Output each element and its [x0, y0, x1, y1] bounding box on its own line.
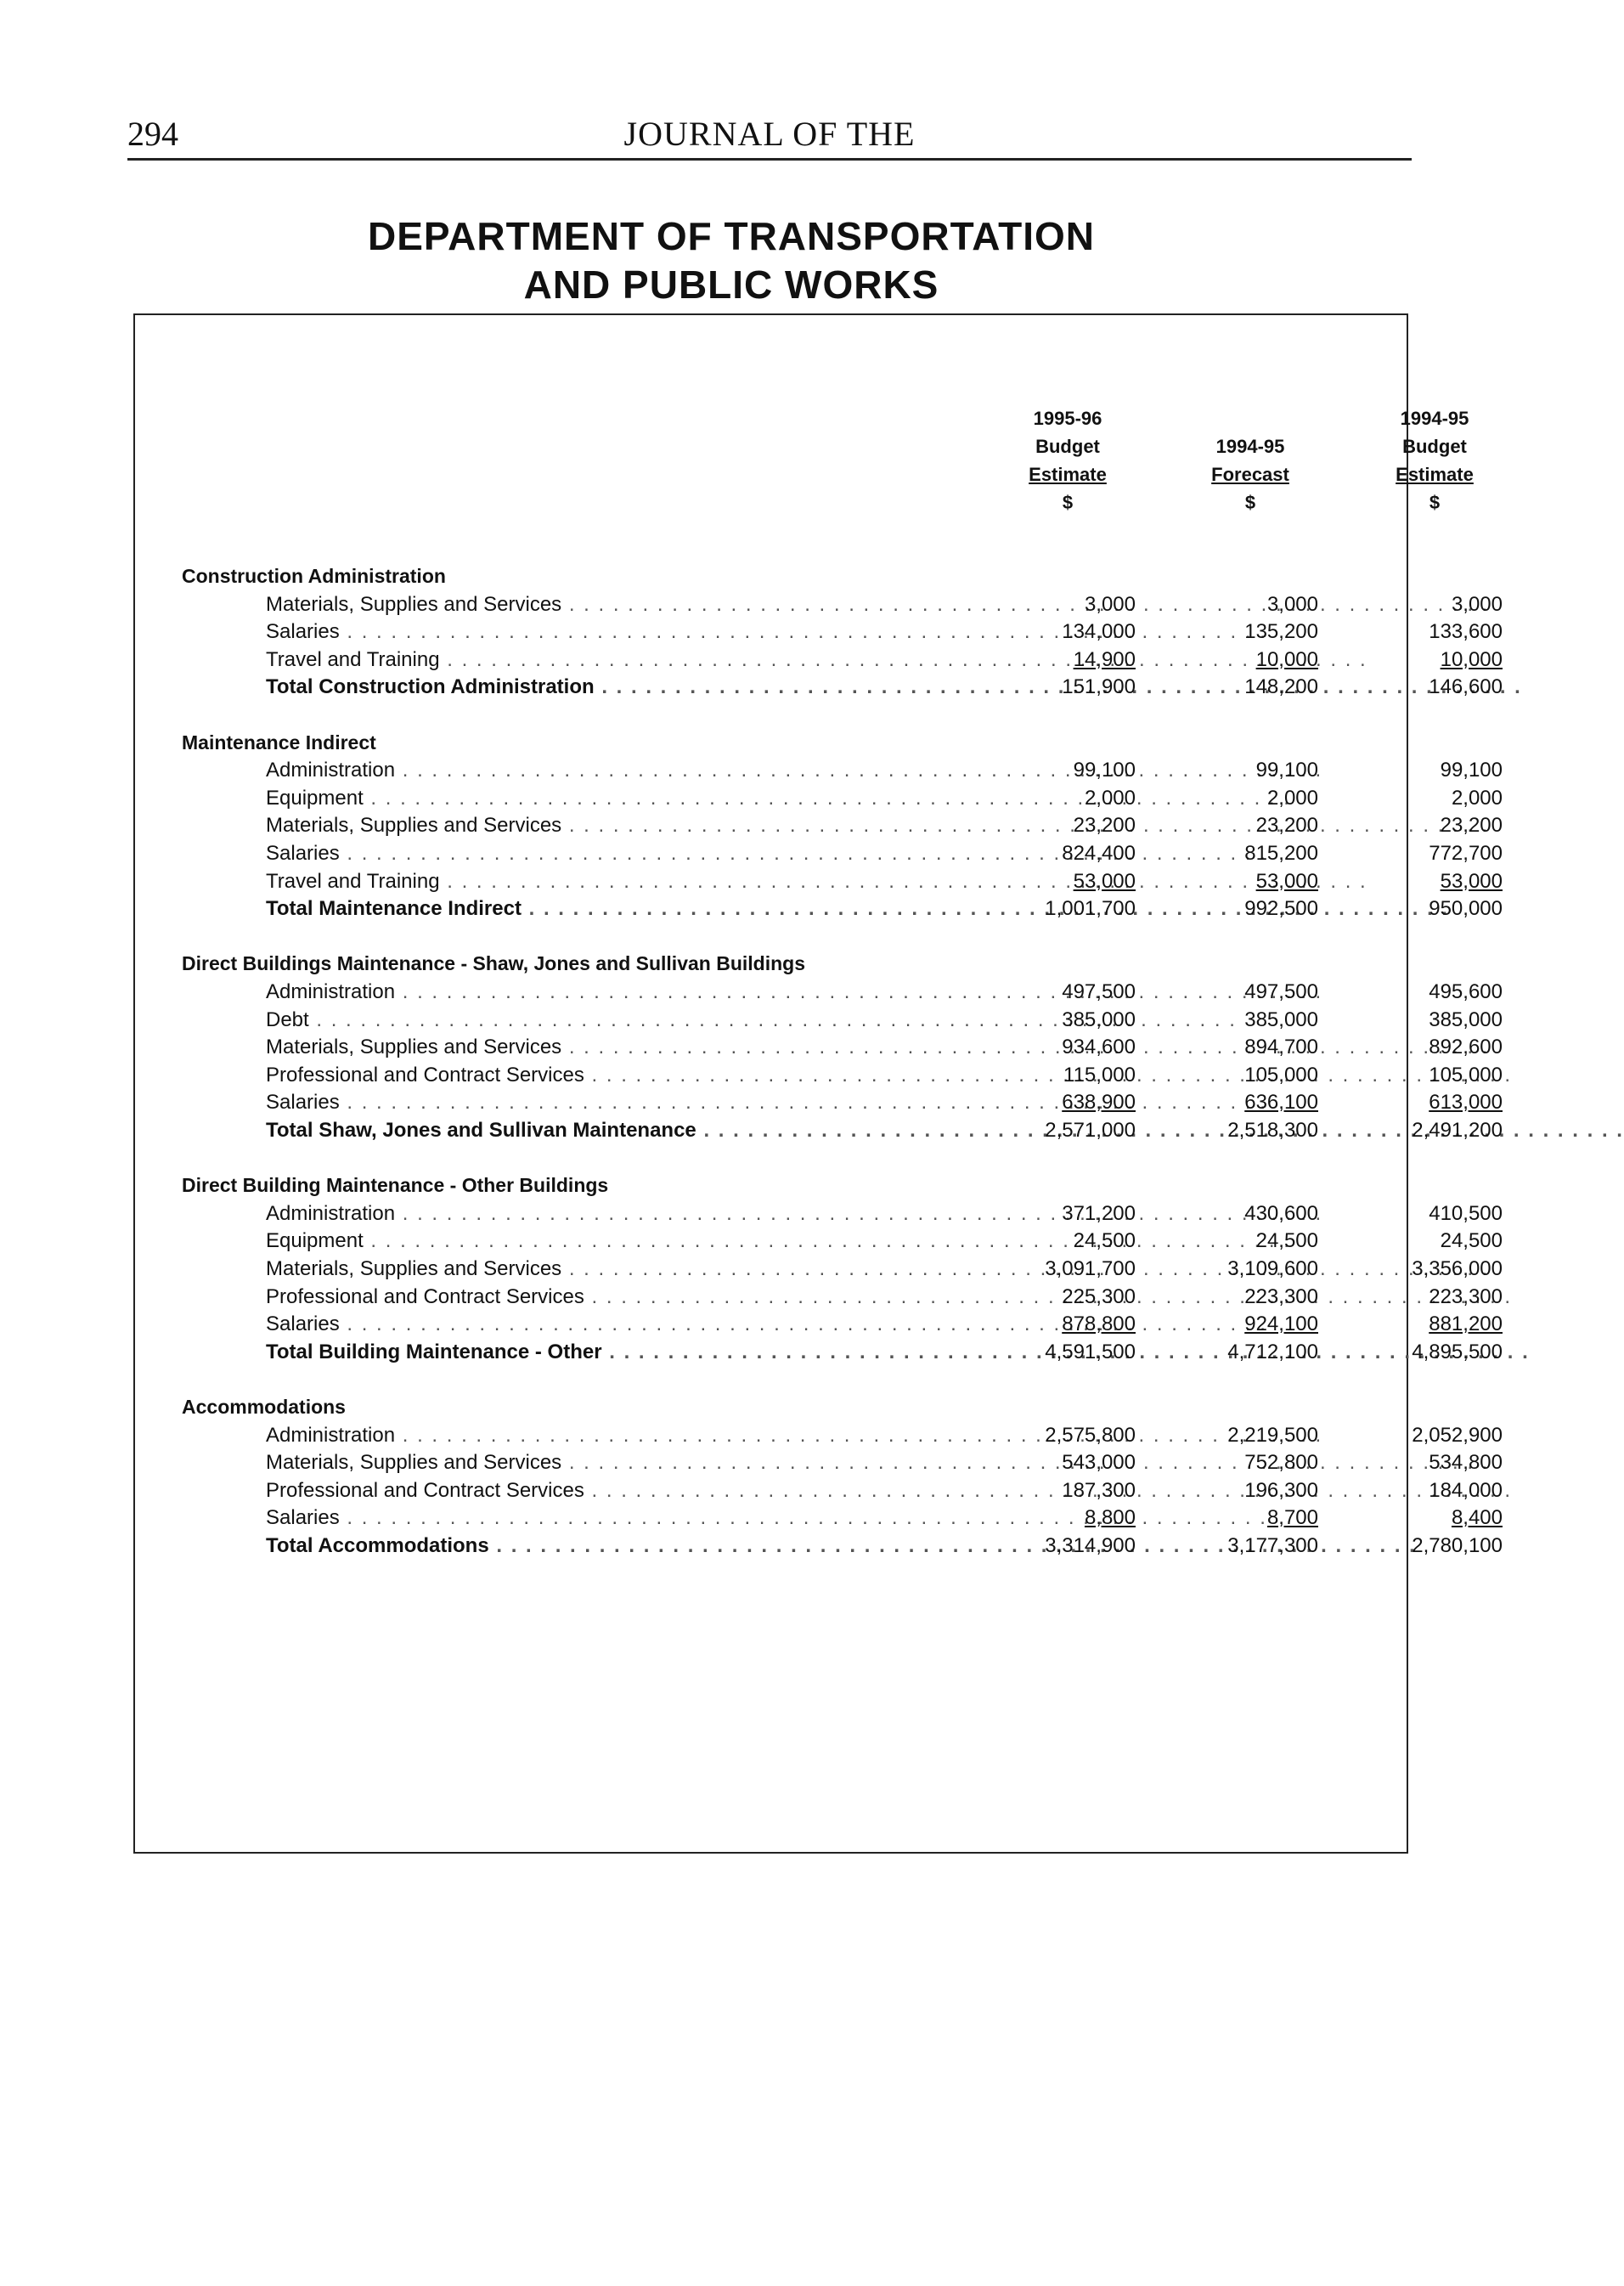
value-text: 2,052,900	[1412, 1423, 1503, 1447]
department-title	[0, 212, 1463, 309]
row-value-col-3	[1367, 1448, 1503, 1476]
value-text: 53,000	[1073, 869, 1136, 893]
row-value-col-1	[1000, 673, 1136, 701]
row-label: Salaries . . .	[266, 1504, 950, 1532]
section-heading	[135, 729, 1410, 757]
row-label: Salaries . . .	[266, 1088, 950, 1116]
table-row	[135, 1476, 1503, 1504]
value-text: 497,500	[1244, 980, 1318, 1003]
value-text: 135,200	[1244, 620, 1318, 644]
row-value-col-1	[1000, 1061, 1136, 1089]
value-text: 4,591,500	[1045, 1340, 1136, 1363]
row-value-col-2	[1182, 839, 1318, 867]
value-text: 2,571,000	[1045, 1119, 1136, 1142]
row-value-col-1	[1000, 1199, 1136, 1228]
value-text: 115,000	[1063, 1063, 1136, 1087]
table-row	[135, 1061, 1503, 1089]
section-title: Accommodations	[182, 1396, 346, 1418]
row-value-col-3	[1367, 1532, 1503, 1560]
row-label: Professional and Contract Services . . .	[266, 1283, 950, 1311]
value-text: 2,491,200	[1412, 1119, 1503, 1142]
row-value-col-1	[1000, 867, 1136, 895]
header-rule	[127, 158, 1412, 161]
value-text: 881,200	[1429, 1312, 1503, 1336]
row-value-col-3	[1367, 618, 1503, 646]
row-value-col-3	[1367, 1310, 1503, 1338]
row-value-col-2	[1182, 811, 1318, 839]
value-text: 196,300	[1244, 1478, 1318, 1502]
value-text: 385,000	[1429, 1008, 1503, 1031]
total-row	[135, 895, 1503, 923]
table-row	[135, 1283, 1503, 1311]
value-text: 24,500	[1073, 1229, 1136, 1253]
value-text: 133,600	[1429, 620, 1503, 644]
row-value-col-2	[1182, 1199, 1318, 1228]
row-value-col-2	[1182, 1255, 1318, 1283]
row-label: Salaries . . .	[266, 618, 950, 646]
value-text: 10,000	[1440, 647, 1503, 671]
row-value-col-2	[1182, 1227, 1318, 1255]
row-value-col-1	[1000, 978, 1136, 1006]
value-text: 638,900	[1062, 1091, 1136, 1115]
value-text: 1,001,700	[1045, 897, 1136, 921]
value-text: 3,000	[1451, 592, 1503, 616]
column-header-1995-96-estimate: 1995-96 Budget Estimate $	[1029, 408, 1107, 513]
row-value-col-3	[1367, 1338, 1503, 1366]
row-value-col-3	[1367, 673, 1503, 701]
row-label: Debt . . .	[266, 1006, 950, 1034]
row-value-col-1	[1000, 1448, 1136, 1476]
row-label: Administration . . .	[266, 756, 950, 784]
section-heading	[135, 950, 1410, 978]
row-label: Salaries . . .	[266, 839, 950, 867]
row-value-col-2	[1182, 1061, 1318, 1089]
value-text: 824,400	[1062, 842, 1136, 865]
value-text: 148,200	[1244, 675, 1318, 699]
column-header-1994-95-estimate: 1994-95 Budget Estimate $	[1396, 408, 1474, 513]
row-value-col-1	[1000, 811, 1136, 839]
row-label: Materials, Supplies and Services . . .	[266, 1448, 950, 1476]
row-label: Travel and Training . . .	[266, 646, 950, 674]
row-value-col-1	[1000, 1532, 1136, 1560]
row-value-col-1	[1000, 1006, 1136, 1034]
row-label: Total Construction Administration . . .	[266, 673, 950, 701]
table-row	[135, 1199, 1503, 1228]
table-row	[135, 1006, 1503, 1034]
value-text: 23,200	[1440, 814, 1503, 838]
row-value-col-3	[1367, 1421, 1503, 1449]
row-label: Total Maintenance Indirect . . .	[266, 895, 950, 923]
row-value-col-1	[1000, 1088, 1136, 1116]
section-heading	[135, 1393, 1410, 1421]
section-heading	[135, 1171, 1410, 1199]
row-label: Equipment . . .	[266, 784, 950, 812]
row-value-col-2	[1182, 895, 1318, 923]
row-value-col-1	[1000, 1504, 1136, 1532]
total-row	[135, 1338, 1503, 1366]
row-value-col-2	[1182, 1476, 1318, 1504]
value-text: 3,091,700	[1045, 1257, 1136, 1280]
value-text: 3,000	[1266, 592, 1318, 616]
table-row	[135, 1504, 1503, 1532]
table-row	[135, 1033, 1503, 1061]
row-value-col-3	[1367, 1088, 1503, 1116]
row-value-col-2	[1182, 1421, 1318, 1449]
table-row	[135, 811, 1503, 839]
value-text: 184,000	[1429, 1478, 1503, 1502]
value-text: 892,600	[1429, 1036, 1503, 1059]
value-text: 105,000	[1244, 1063, 1318, 1087]
row-value-col-2	[1182, 673, 1318, 701]
value-text: 151,900	[1062, 675, 1136, 699]
row-value-col-2	[1182, 1006, 1318, 1034]
value-text: 225,300	[1062, 1284, 1136, 1308]
row-value-col-3	[1367, 895, 1503, 923]
value-text: 187,300	[1062, 1478, 1136, 1502]
row-value-col-1	[1000, 618, 1136, 646]
table-row	[135, 1421, 1503, 1449]
row-value-col-3	[1367, 867, 1503, 895]
row-value-col-2	[1182, 1504, 1318, 1532]
row-value-col-1	[1000, 590, 1136, 618]
row-value-col-3	[1367, 1283, 1503, 1311]
journal-title: JOURNAL OF THE	[623, 115, 916, 153]
value-text: 146,600	[1429, 675, 1503, 699]
value-text: 8,800	[1084, 1506, 1136, 1530]
section-title: Direct Building Maintenance - Other Buildings	[182, 1174, 609, 1197]
row-value-col-1	[1000, 756, 1136, 784]
row-value-col-2	[1182, 978, 1318, 1006]
row-value-col-2	[1182, 1310, 1318, 1338]
page-number: 294	[127, 115, 178, 153]
row-value-col-1	[1000, 784, 1136, 812]
value-text: 543,000	[1062, 1451, 1136, 1475]
table-row	[135, 590, 1503, 618]
value-text: 894,700	[1244, 1036, 1318, 1059]
row-value-col-2	[1182, 867, 1318, 895]
row-value-col-3	[1367, 1061, 1503, 1089]
value-text: 24,500	[1255, 1229, 1318, 1253]
row-label: Total Building Maintenance - Other . . .	[266, 1338, 950, 1366]
row-value-col-2	[1182, 1532, 1318, 1560]
table-row	[135, 756, 1503, 784]
value-text: 3,177,300	[1227, 1534, 1318, 1557]
value-text: 534,800	[1429, 1451, 1503, 1475]
value-text: 53,000	[1440, 869, 1503, 893]
value-text: 8,700	[1266, 1506, 1318, 1530]
row-value-col-3	[1367, 1006, 1503, 1034]
row-label: Professional and Contract Services . . .	[266, 1476, 950, 1504]
table-row	[135, 1448, 1503, 1476]
table-row	[135, 839, 1503, 867]
row-value-col-1	[1000, 1033, 1136, 1061]
total-row	[135, 1116, 1503, 1144]
total-row	[135, 1532, 1503, 1560]
value-text: 223,300	[1244, 1284, 1318, 1308]
row-value-col-2	[1182, 1088, 1318, 1116]
row-label: Equipment . . .	[266, 1227, 950, 1255]
value-text: 99,100	[1255, 759, 1318, 782]
value-text: 99,100	[1073, 759, 1136, 782]
row-value-col-1	[1000, 646, 1136, 674]
value-text: 10,000	[1255, 647, 1318, 671]
row-value-col-2	[1182, 646, 1318, 674]
row-value-col-2	[1182, 1448, 1318, 1476]
row-label: Salaries . . .	[266, 1310, 950, 1338]
row-value-col-1	[1000, 839, 1136, 867]
value-text: 934,600	[1062, 1036, 1136, 1059]
value-text: 105,000	[1429, 1063, 1503, 1087]
value-text: 223,300	[1429, 1284, 1503, 1308]
row-value-col-1	[1000, 1255, 1136, 1283]
value-text: 495,600	[1429, 980, 1503, 1003]
total-row	[135, 673, 1503, 701]
value-text: 772,700	[1429, 842, 1503, 865]
table-row	[135, 978, 1503, 1006]
row-value-col-2	[1182, 784, 1318, 812]
row-value-col-3	[1367, 1199, 1503, 1228]
row-value-col-1	[1000, 1476, 1136, 1504]
value-text: 613,000	[1429, 1091, 1503, 1115]
value-text: 924,100	[1244, 1312, 1318, 1336]
row-label: Professional and Contract Services . . .	[266, 1061, 950, 1089]
value-text: 99,100	[1440, 759, 1503, 782]
value-text: 950,000	[1429, 897, 1503, 921]
value-text: 3,109,600	[1227, 1257, 1318, 1280]
row-value-col-3	[1367, 756, 1503, 784]
column-header-1994-95-forecast: 1994-95 Forecast $	[1211, 436, 1289, 513]
row-value-col-3	[1367, 1255, 1503, 1283]
value-text: 385,000	[1062, 1008, 1136, 1031]
row-value-col-2	[1182, 1116, 1318, 1144]
table-row	[135, 867, 1503, 895]
value-text: 2,000	[1084, 786, 1136, 810]
value-text: 2,518,300	[1227, 1119, 1318, 1142]
row-value-col-3	[1367, 839, 1503, 867]
row-value-col-2	[1182, 1033, 1318, 1061]
value-text: 371,200	[1062, 1201, 1136, 1225]
budget-table	[133, 313, 1503, 1854]
row-value-col-3	[1367, 1116, 1503, 1144]
row-label: Materials, Supplies and Services . . .	[266, 590, 950, 618]
row-value-col-1	[1000, 1283, 1136, 1311]
value-text: 23,200	[1255, 814, 1318, 838]
value-text: 23,200	[1073, 814, 1136, 838]
value-text: 752,800	[1244, 1451, 1318, 1475]
value-text: 992,500	[1244, 897, 1318, 921]
row-value-col-2	[1182, 756, 1318, 784]
table-row	[135, 1310, 1503, 1338]
table-row	[135, 1255, 1503, 1283]
table-row	[135, 1227, 1503, 1255]
value-text: 2,780,100	[1412, 1534, 1503, 1557]
value-text: 3,314,900	[1045, 1534, 1136, 1557]
row-label: Administration . . .	[266, 1199, 950, 1228]
row-label: Materials, Supplies and Services . . .	[266, 811, 950, 839]
value-text: 134,000	[1062, 620, 1136, 644]
row-value-col-1	[1000, 1338, 1136, 1366]
row-value-col-3	[1367, 1033, 1503, 1061]
row-value-col-3	[1367, 978, 1503, 1006]
value-text: 410,500	[1429, 1201, 1503, 1225]
row-label: Administration . . .	[266, 978, 950, 1006]
value-text: 2,575,800	[1045, 1423, 1136, 1447]
row-label: Total Shaw, Jones and Sullivan Maintenance . . .	[266, 1116, 950, 1144]
table-row	[135, 784, 1503, 812]
row-value-col-2	[1182, 1283, 1318, 1311]
value-text: 4,895,500	[1412, 1340, 1503, 1363]
value-text: 2,000	[1451, 786, 1503, 810]
section-heading	[135, 562, 1410, 590]
value-text: 24,500	[1440, 1229, 1503, 1253]
section-title: Construction Administration	[182, 565, 446, 587]
value-text: 14,900	[1073, 647, 1136, 671]
value-text: 3,356,000	[1412, 1257, 1503, 1280]
value-text: 53,000	[1255, 869, 1318, 893]
row-value-col-3	[1367, 590, 1503, 618]
running-head	[127, 114, 1412, 158]
row-label: Total Accommodations . . .	[266, 1532, 950, 1560]
row-label: Materials, Supplies and Services . . .	[266, 1033, 950, 1061]
table-row	[135, 1088, 1503, 1116]
row-value-col-3	[1367, 784, 1503, 812]
section-title: Direct Buildings Maintenance - Shaw, Jones and Sullivan Buildings	[182, 952, 805, 975]
section-title: Maintenance Indirect	[182, 731, 376, 754]
value-text: 385,000	[1244, 1008, 1318, 1031]
row-value-col-1	[1000, 1310, 1136, 1338]
value-text: 636,100	[1244, 1091, 1318, 1115]
row-label: Materials, Supplies and Services . . .	[266, 1255, 950, 1283]
table-row	[135, 618, 1503, 646]
row-value-col-3	[1367, 1476, 1503, 1504]
row-value-col-1	[1000, 1421, 1136, 1449]
row-value-col-1	[1000, 895, 1136, 923]
value-text: 878,800	[1062, 1312, 1136, 1336]
value-text: 3,000	[1084, 592, 1136, 616]
row-value-col-2	[1182, 1338, 1318, 1366]
value-text: 4,712,100	[1227, 1340, 1318, 1363]
row-value-col-3	[1367, 811, 1503, 839]
row-value-col-1	[1000, 1116, 1136, 1144]
row-value-col-3	[1367, 1504, 1503, 1532]
row-value-col-1	[1000, 1227, 1136, 1255]
value-text: 497,500	[1062, 980, 1136, 1003]
department-title-line-1: DEPARTMENT OF TRANSPORTATION	[368, 214, 1095, 258]
value-text: 8,400	[1451, 1506, 1503, 1530]
row-label: Travel and Training . . .	[266, 867, 950, 895]
value-text: 815,200	[1244, 842, 1318, 865]
row-label: Administration . . .	[266, 1421, 950, 1449]
row-value-col-3	[1367, 1227, 1503, 1255]
row-value-col-3	[1367, 646, 1503, 674]
row-value-col-2	[1182, 590, 1318, 618]
table-row	[135, 646, 1503, 674]
row-value-col-2	[1182, 618, 1318, 646]
value-text: 430,600	[1244, 1201, 1318, 1225]
value-text: 2,000	[1266, 786, 1318, 810]
value-text: 2,219,500	[1227, 1423, 1318, 1447]
department-title-line-2: AND PUBLIC WORKS	[523, 262, 939, 307]
